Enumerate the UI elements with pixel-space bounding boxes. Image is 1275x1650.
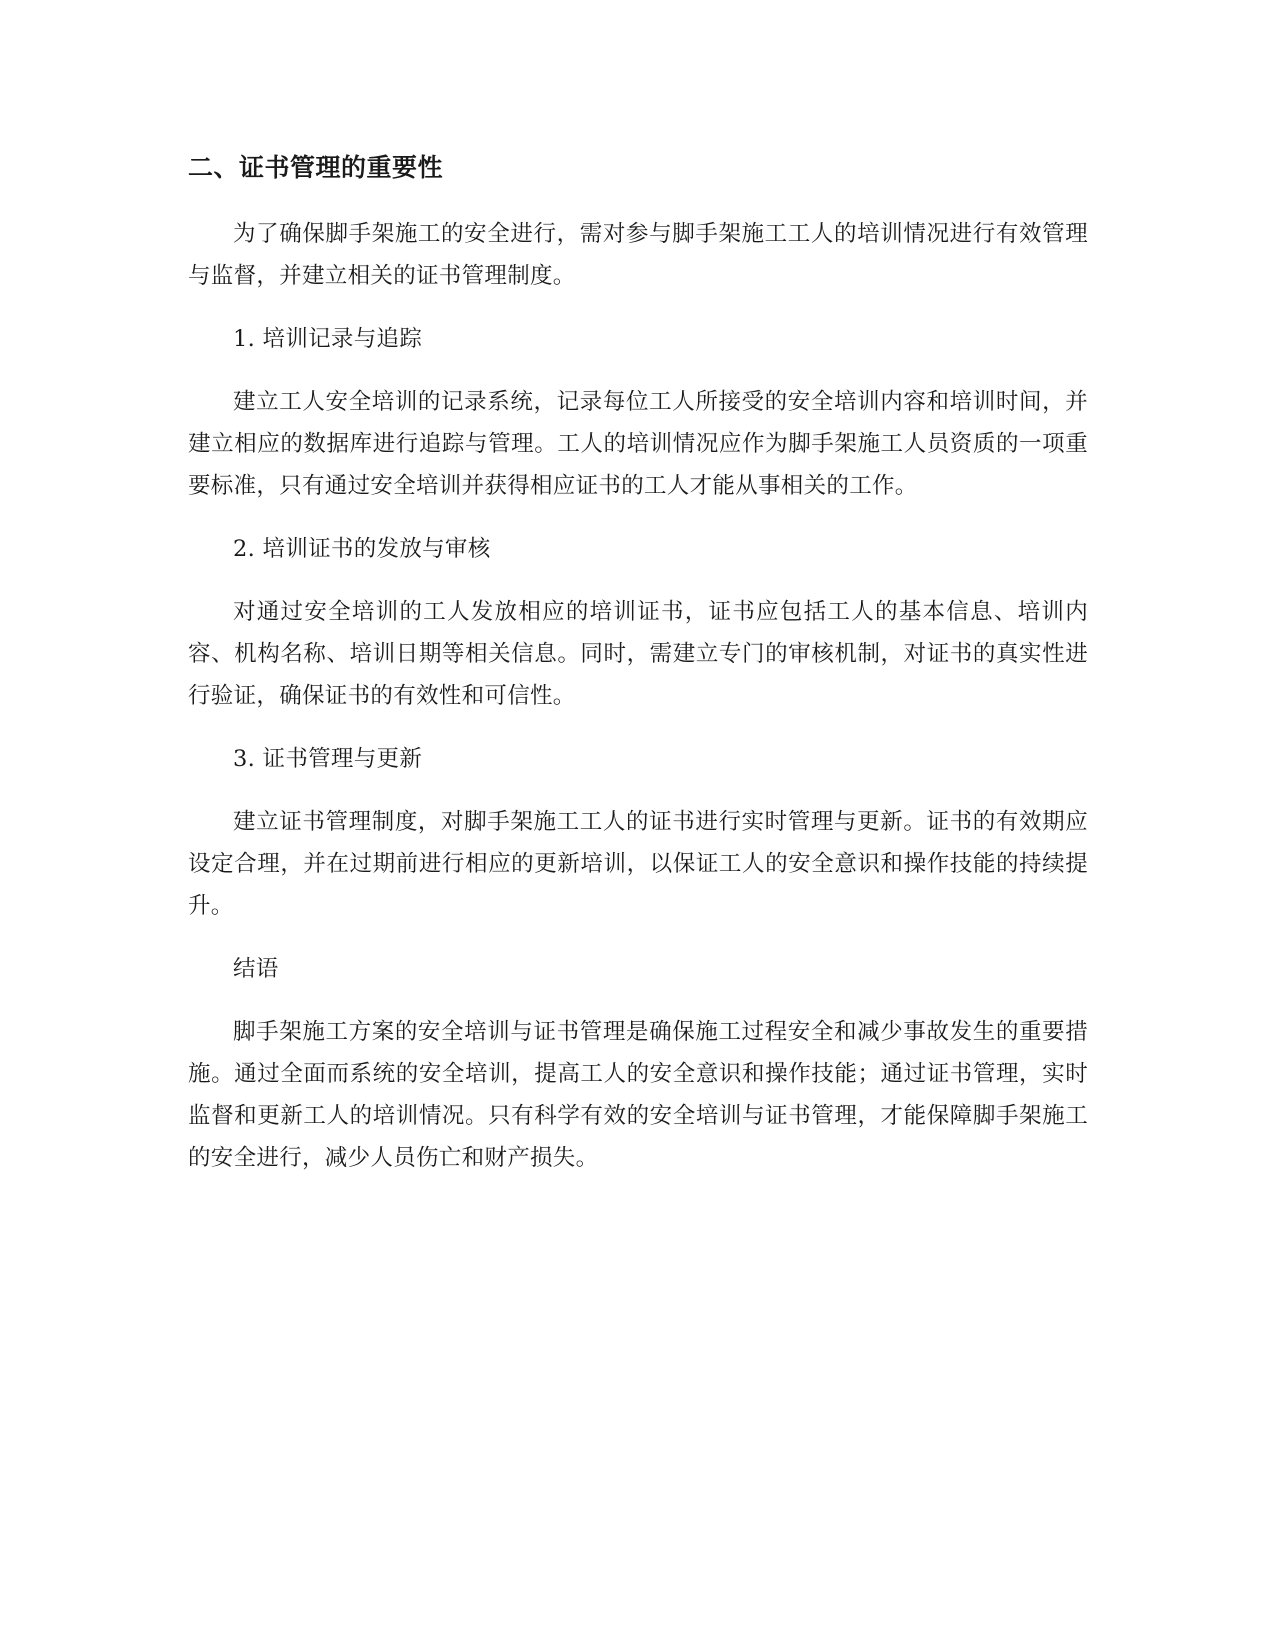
section-heading: 二、证书管理的重要性 (188, 153, 444, 182)
document-content (188, 150, 1088, 1200)
subsection-title-3: 3. 证书管理与更新 (233, 746, 423, 772)
subsection-body-3: 建立证书管理制度，对脚手架施工工人的证书进行实时管理与更新。证书的有效期应设定合理，并在过期前进行相应的更新培训，以保证工人的安全意识和操作技能的持续提升。 (188, 809, 1088, 919)
conclusion-body: 脚手架施工方案的安全培训与证书管理是确保施工过程安全和减少事故发生的重要措施。通过全面而系统的安全培训，提高工人的安全意识和操作技能；通过证书管理，实时监督和更新工人的培训情况。只有科学有效的安全培训与证书管理，才能保障脚手架施工的安全进行，减少人员伤亡和财产损失。 (188, 1019, 1088, 1171)
subsection-body-1: 建立工人安全培训的记录系统，记录每位工人所接受的安全培训内容和培训时间，并建立相应的数据库进行追踪与管理。工人的培训情况应作为脚手架施工人员资质的一项重要标准，只有通过安全培训并获得相应证书的工人才能从事相关的工作。 (188, 389, 1088, 499)
intro-paragraph: 为了确保脚手架施工的安全进行，需对参与脚手架施工工人的培训情况进行有效管理与监督，并建立相关的证书管理制度。 (188, 221, 1088, 289)
subsection-title-1: 1. 培训记录与追踪 (233, 326, 423, 352)
subsection-title-2: 2. 培训证书的发放与审核 (233, 536, 491, 562)
conclusion-title: 结语 (233, 956, 279, 982)
subsection-body-2: 对通过安全培训的工人发放相应的培训证书，证书应包括工人的基本信息、培训内容、机构名称、培训日期等相关信息。同时，需建立专门的审核机制，对证书的真实性进行验证，确保证书的有效性和可信性。 (188, 599, 1088, 709)
